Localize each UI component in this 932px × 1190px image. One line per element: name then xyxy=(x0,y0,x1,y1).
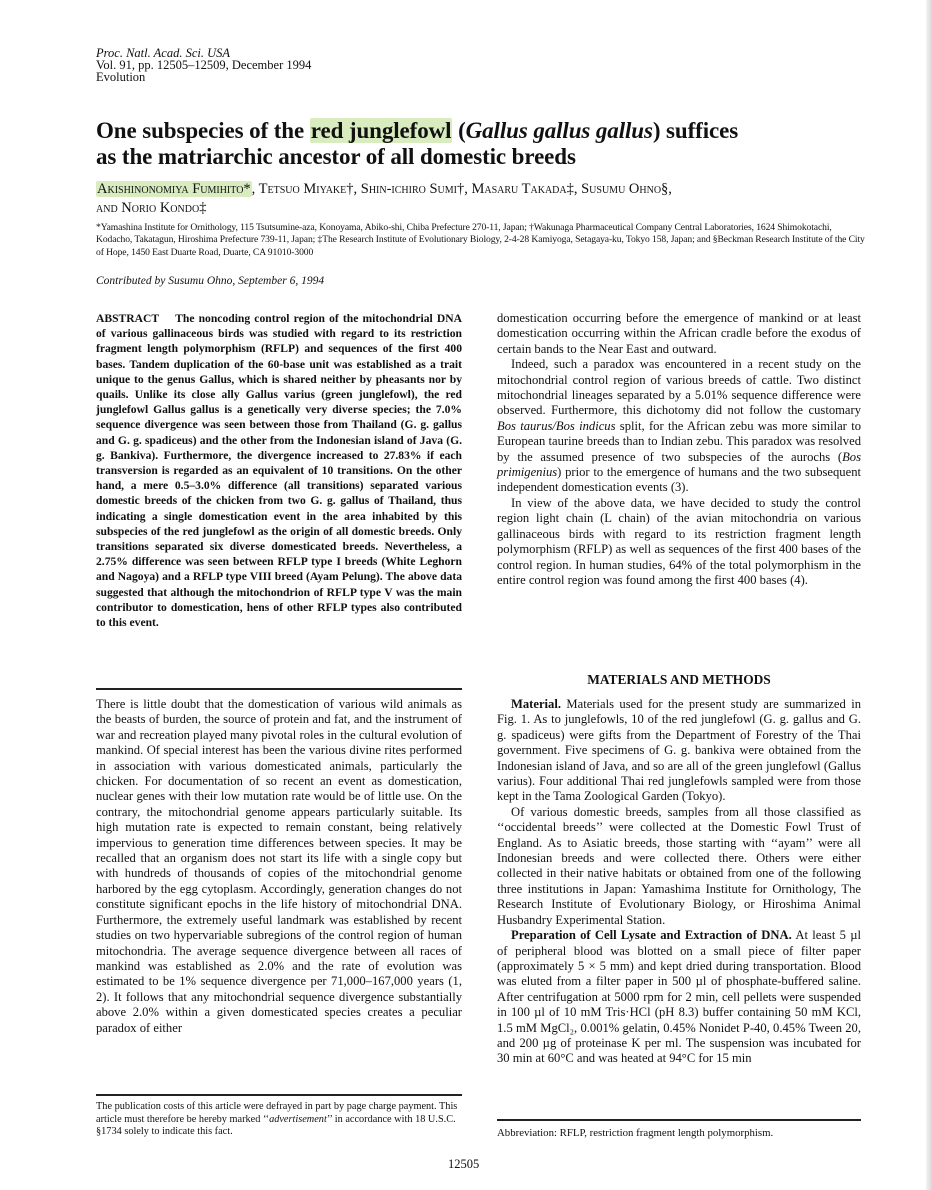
intro-paragraph-2 xyxy=(497,357,861,496)
paper-title xyxy=(96,118,876,170)
author-highlighted: Akishinonomiya Fumihito* xyxy=(97,181,251,197)
author-list xyxy=(96,180,876,218)
text-span: At least 5 µl of peripheral blood was blotted on a small piece of filter paper (approximately 5 × 5 mm) and kept dried during transportation. Blood was eluted from a filter paper in 500 µl of phosphate-buffered saline. After centrifugation at 5000 rpm for 2 min, cell pellets were suspended in 100 µl of 10 mM Tris·HCl (pH 8.3) buffer containing 50 mM KCl, 1.5 mM MgCl₂, 0.001% gelatin, 0.45% Nonidet P-40, 0.45% Tween 20, and 200 µg of proteinase K per ml. The suspension was incubated for 30 min at 60°C and was heated at 94°C for 15 min xyxy=(497,928,861,1066)
text-span: ) prior to the emergence of humans and the two subsequent independent domestication events (3). xyxy=(497,465,861,495)
journal-name: Proc. Natl. Acad. Sci. USA xyxy=(96,46,231,60)
abstract-text: The noncoding control region of the mitochondrial DNA of various gallinaceous birds was studied with regard to its restriction fragment length polymorphism (RFLP) and sequences of the first 400 bases. Tandem duplication of the 60-base unit was established as a trait unique to the genus Gallus, which is shared neither by pheasants nor by quails. Unlike its close ally Gallus varius (green junglefowl), the red junglefowl Gallus gallus is a genetically very diverse species; the 7.0% sequence divergence was seen between those from Thailand (G. g. gallus and G. g. spadiceus) and the other from the Indonesian island of Java (G. g. Bankiva). Furthermore, the divergence increased to 27.83% if each transversion is regarded as an equivalent of 10 transitions. On the other hand, a mere 0.5–3.0% difference (all transitions) separated various domestic breeds of the chicken from two G. g. gallus of Thailand, thus indicating a single domestication event in the area inhabited by this subspecies of the red junglefowl as the origin of all domestic breeds. Only transitions separated six diverse domesticated breeds. Nevertheless, a 2.75% difference was seen between RFLP type I breeds (White Leghorn and Nagoya) and a RFLP type VIII breed (Ayam Pelung). The above data suggested that although the mitochondrion of RFLP type V was the main contributor to domestication, hens of other RFLP types also contributed to this event. xyxy=(96,312,462,630)
subsection-label: Preparation of Cell Lysate and Extraction of DNA. xyxy=(511,928,792,943)
text-span: advertisement xyxy=(269,1113,327,1125)
journal-header xyxy=(96,47,311,83)
page-number: 12505 xyxy=(448,1157,480,1171)
footnote-abbreviation: Abbreviation: RFLP, restriction fragment length polymorphism. xyxy=(497,1127,774,1139)
abstract-divider xyxy=(96,688,462,690)
breeds-paragraph: Of various domestic breeds, samples from all those classified as ‘‘occidental breeds’’ were collected at the Domestic Fowl Trust of England. As to Asiatic breeds, those starting with ‘‘ayam’’ were all Indonesian breeds and were collected there. Others were either collected in their native habitats or obtained from one of the following three institutions in Japan: Yamashima Institute for Ornithology, The Research Institute of Evolutionary Biology, or Hiroshima Animal Husbandry Experimental Station. xyxy=(497,804,861,927)
title-species: Gallus gallus gallus xyxy=(465,118,653,143)
page-edge-shadow xyxy=(926,0,932,1190)
contributed-by: Contributed by Susumu Ohno, September 6, 1994 xyxy=(96,275,325,287)
title-text: One subspecies of the xyxy=(96,118,310,143)
title-text: ) suffices xyxy=(652,118,739,143)
right-column-intro xyxy=(497,311,861,588)
section-heading-methods: MATERIALS AND METHODS xyxy=(587,672,771,687)
text-span: The publication costs of this article were defrayed in part by page charge payment. This article must therefore be hereby marked ‘‘ xyxy=(96,1101,458,1125)
volume-line: Vol. 91, pp. 12505–12509, December 1994 xyxy=(96,58,312,72)
text-span: Indeed, such a paradox was encountered in a recent study on the mitochondrial control region of various breeds of cattle. Two distinct mitochondrial lineages separated by a 5.01% sequence difference were observed. Furthermore, this dichotomy did not follow the customary xyxy=(497,357,861,418)
material-paragraph xyxy=(497,697,861,805)
abstract xyxy=(96,311,462,630)
intro-continuation: domestication occurring before the emergence of mankind or at least domestication occurring within the African cradle before the exodus of certain bands to the Near East and outward. xyxy=(497,311,861,356)
authors-line-2: and Norio Kondo‡ xyxy=(96,200,207,216)
footnote-publication-costs xyxy=(96,1101,462,1139)
prep-paragraph xyxy=(497,928,861,1067)
footnote-divider-right xyxy=(497,1119,861,1121)
materials-methods xyxy=(497,697,861,1067)
text-span: ’’ in accordance with 18 U.S.C. §1734 solely to indicate this fact. xyxy=(96,1113,456,1138)
text-span: Materials used for the present study are summarized in Fig. 1. As to junglefowls, 10 of the red junglefowl (G. g. gallus and G. g. spadiceus) were gifts from the Department of Forestry of the Thai government. Five specimens of G. g. bankiva were obtained from the Indonesian island of Java, and so are all of the green junglefowl (Gallus varius). Four additional Thai red junglefowls sampled were from those kept in the Tama Zoological Garden (Tokyo). xyxy=(497,697,861,804)
title-highlight: red junglefowl xyxy=(310,118,452,143)
footnote-divider-left xyxy=(96,1094,462,1096)
section-label: Evolution xyxy=(96,70,146,84)
species-name: Bos primigenius xyxy=(497,449,861,480)
title-text: ( xyxy=(452,118,466,143)
text-span: split, for the African zebu was more similar to European taurine breeds than to Indian zebu. This paradox was resolved by the assumed presence of two subspecies of the aurochs ( xyxy=(497,418,861,464)
abstract-label: ABSTRACT xyxy=(96,312,160,325)
intro-paragraph: There is little doubt that the domestication of various wild animals as the beasts of burden, the source of protein and fat, and the instrument of war and recreation played many pivotal roles in the cultural evolution of mankind. Of special interest has been the various divine rites performed in association with various domesticated animals, particularly the chicken. For documentation of so recent an event as domestication, nuclear genes with their low mutation rate would be of little use. On the contrary, the mitochondrial genome appears particularly suitable. Its high mutation rate is expected to remain constant, being relatively impervious to generation time differences between species. It may be recalled that an organism does not start its life with a single copy but with hundreds of thousands of copies of the mitochondrial genome harbored by the egg cytoplasm. Accordingly, generation changes do not constitute significant epochs in the life history of mitochondrial DNA. Furthermore, the extremely useful landmark was established by recent studies on two hypervariable subregions of the control region of human mitochondria. The average sequence divergence between all races of mankind was established as 2.0% and the rate of evolution was estimated to be 1% sequence divergence per 71,000–167,000 years (1, 2). It follows that any mitochondrial sequence divergence substantially above 2.0% within a given domesticated species creates a peculiar paradox of either xyxy=(96,697,462,1035)
affiliations: *Yamashina Institute for Ornithology, 115 Tsutsumine-aza, Konoyama, Abiko-shi, Chiba Prefecture 270-11, Japan; †Wakunaga Pharmaceutical Company Central Laboratories, 1624 Shimokotachi, Kodacho, Takatagun, Hiroshima Prefecture 739-11, Japan; ‡The Research Institute of Evolutionary Biology, 2-4-28 Kamiyoga, Setagaya-ku, Tokyo 158, Japan; and §Beckman Research Institute of the City of Hope, 1450 East Duarte Road, Duarte, CA 91010-3000 xyxy=(96,222,865,258)
species-name: Bos taurus/Bos indicus xyxy=(497,418,616,433)
intro-paragraph-3: In view of the above data, we have decided to study the control region light chain (L chain) of the avian mitochondria on various gallinaceous birds with regard to its restriction fragment length polymorphism (RFLP) as well as sequences of the first 400 bases of the control region. In human studies, 64% of the total polymorphism in the entire control region was found among the first 400 bases (4). xyxy=(497,495,861,587)
authors-line-1: , Tetsuo Miyake†, Shin-ichiro Sumi†, Masaru Takada‡, Susumu Ohno§, xyxy=(251,181,672,197)
subsection-label: Material. xyxy=(511,697,561,711)
introduction xyxy=(96,697,462,1036)
title-line-2: as the matriarchic ancestor of all domestic breeds xyxy=(96,144,576,169)
